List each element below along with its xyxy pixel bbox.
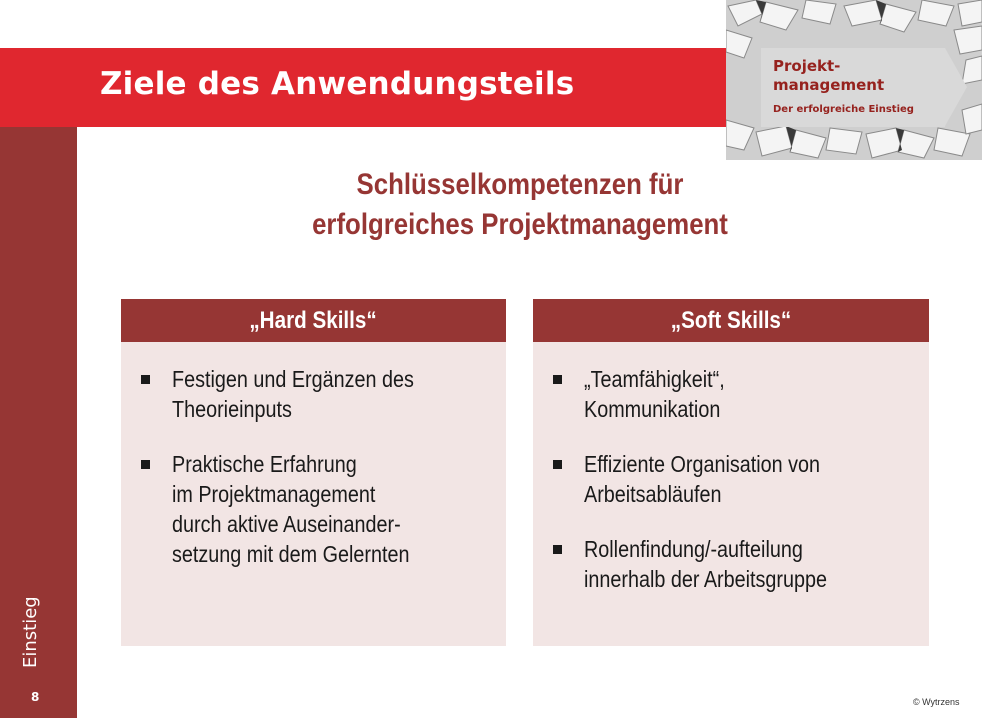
- sidebar-label: Einstieg: [20, 596, 41, 668]
- copyright-notice: © Wytrzens: [913, 697, 960, 707]
- subtitle-line-2: erfolgreiches Projektmanagement: [312, 208, 728, 241]
- square-bullet-icon: [141, 375, 150, 384]
- hard-skills-heading: „Hard Skills“: [121, 299, 506, 342]
- square-bullet-icon: [141, 460, 150, 469]
- soft-skills-card: [533, 299, 929, 646]
- logo-title: [773, 57, 884, 95]
- hard-skills-list: [121, 342, 506, 569]
- logo: [726, 0, 982, 160]
- list-item: „Teamfähigkeit“, Kommunikation: [533, 364, 929, 424]
- logo-title-line-1: Projekt-: [773, 57, 841, 75]
- list-item: Festigen und Ergänzen des Theorieinputs: [121, 364, 506, 424]
- slide-subtitle: [200, 165, 840, 245]
- square-bullet-icon: [553, 375, 562, 384]
- soft-skills-heading: „Soft Skills“: [533, 299, 929, 342]
- list-item: Rollenfindung/-aufteilung innerhalb der Arbeitsgruppe: [533, 534, 929, 594]
- square-bullet-icon: [553, 460, 562, 469]
- hard-skills-card: [121, 299, 506, 646]
- list-item: Praktische Erfahrung im Projektmanagement durch aktive Auseinander- setzung mit dem Gelernten: [121, 449, 506, 569]
- page-title: Ziele des Anwendungsteils: [100, 66, 575, 102]
- logo-title-line-2: management: [773, 76, 885, 94]
- square-bullet-icon: [553, 545, 562, 554]
- logo-tagline: Der erfolgreiche Einstieg: [773, 104, 914, 115]
- list-item: Effiziente Organisation von Arbeitsabläufen: [533, 449, 929, 509]
- soft-skills-list: [533, 342, 929, 594]
- subtitle-line-1: Schlüsselkompetenzen für: [356, 168, 684, 201]
- page-number: 8: [31, 690, 40, 704]
